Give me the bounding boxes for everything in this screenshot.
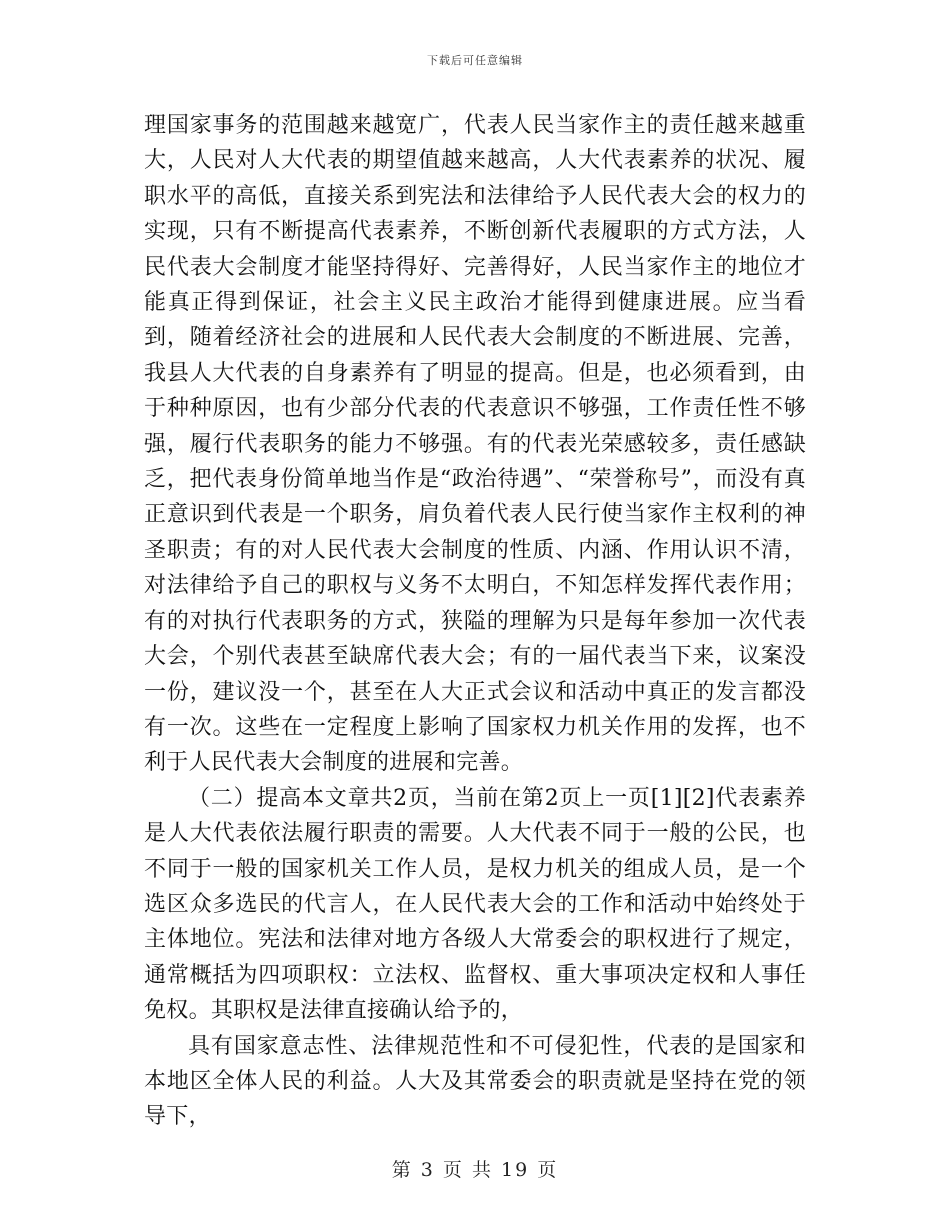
page-footer: 第 3 页 共 19 页	[391, 1159, 559, 1181]
paragraph-3: 具有国家意志性、法律规范性和不可侵犯性，代表的是国家和本地区全体人民的利益。人大及其常委会的职责就是坚持在党的领导下，	[144, 1033, 806, 1130]
document-body	[144, 108, 806, 1135]
paragraph-2: （二）提高本文章共2页，当前在第2页上一页[1][2]代表素养是人大代表依法履行职责的需要。人大代表不同于一般的公民，也不同于一般的国家机关工作人员，是权力机关的组成人员，是一个选区众多选民的代言人，在人民代表大会的工作和活动中始终处于主体地位。宪法和法律对地方各级人大常委会的职权进行了规定，通常概括为四项职权：立法权、监督权、重大事项决定权和人事任免权。其职权是法律直接确认给予的，	[144, 785, 806, 1024]
page-header: 下载后可任意编辑	[427, 54, 523, 67]
paragraph-1: 理国家事务的范围越来越宽广，代表人民当家作主的责任越来越重大，人民对人大代表的期望值越来越高，人大代表素养的状况、履职水平的高低，直接关系到宪法和法律给予人民代表大会的权力的实现，只有不断提高代表素养，不断创新代表履职的方式方法，人民代表大会制度才能坚持得好、完善得好，人民当家作主的地位才能真正得到保证，社会主义民主政治才能得到健康进展。应当看到，随着经济社会的进展和人民代表大会制度的不断进展、完善，我县人大代表的自身素养有了明显的提高。但是，也必须看到，由于种种原因，也有少部分代表的代表意识不够强，工作责任性不够强，履行代表职务的能力不够强。有的代表光荣感较多，责任感缺乏，把代表身份简单地当作是“政治待遇”、“荣誉称号”，而没有真正意识到代表是一个职务，肩负着代表人民行使当家作主权利的神圣职责；有的对人民代表大会制度的性质、内涵、作用认识不清，对法律给予自己的职权与义务不太明白，不知怎样发挥代表作用；有的对执行代表职务的方式，狭隘的理解为只是每年参加一次代表大会，个别代表甚至缺席代表大会；有的一届代表当下来，议案没一份，建议没一个，甚至在人大正式会议和活动中真正的发言都没有一次。这些在一定程度上影响了国家权力机关作用的发挥，也不利于人民代表大会制度的进展和完善。	[144, 113, 806, 776]
